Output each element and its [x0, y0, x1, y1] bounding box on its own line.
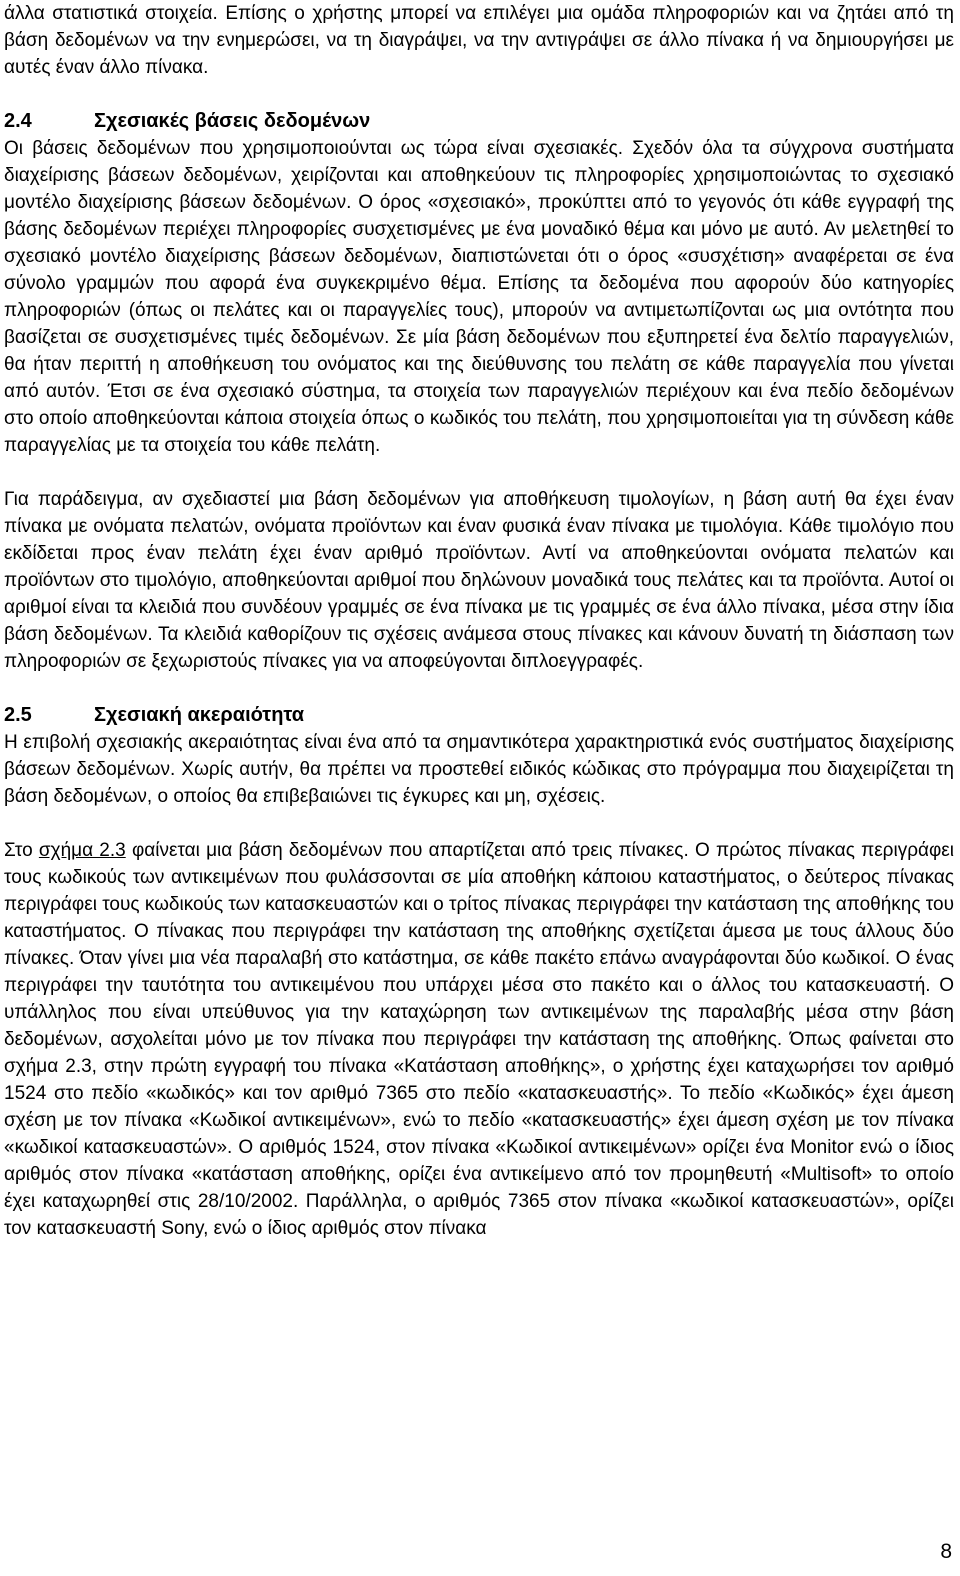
document-page: [4, 0, 954, 1242]
figure-reference-link[interactable]: σχήμα 2.3: [38, 840, 126, 861]
section-heading-2-4: [4, 108, 954, 135]
spacer: [4, 810, 954, 837]
section-title: Σχεσιακές βάσεις δεδομένων: [94, 110, 371, 132]
section-title: Σχεσιακή ακεραιότητα: [94, 704, 305, 726]
paragraph-rest: φαίνεται μια βάση δεδομένων που απαρτίζεται από τρεις πίνακες. Ο πρώτος πίνακας περιγράφει τους κωδικούς των αντικειμένων που φυλάσσονται σε μία αποθήκη κάποιου καταστήματος, ο δεύτερος πίνακας περιγράφει τους κωδικούς των κατασκευαστών και ο τρίτος πίνακας περιγράφει την κατάσταση της αποθήκης του καταστήματος. Ο πίνακας που περιγράφει την κατάσταση της αποθήκης σχετίζεται άμεσα με τους άλλους δύο πίνακες. Όταν γίνει μια νέα παραλαβή στο κατάστημα, σε κάθε πακέτο επάνω αναγράφονται δύο κωδικοί. Ο ένας περιγράφει την ταυτότητα του αντικειμένου που υπάρχει μέσα στο πακέτο και ο άλλος του κατασκευαστή. Ο υπάλληλος που είναι υπεύθυνος για την καταχώρηση των αντικειμένων της παραλαβής μέσα στην βάση δεδομένων, ασχολείται μόνο με τον πίνακα που περιγράφει την κατάσταση της αποθήκης. Όπως φαίνεται στο σχήμα 2.3, στην πρώτη εγγραφή του πίνακα «Κατάσταση αποθήκης», ο χρήστης έχει καταχωρήσει τον αριθμό 1524 στο πεδίο «κωδικός» και τον αριθμό 7365 στο πεδίο «κατασκευαστής». Το πεδίο «Κωδικός» έχει άμεση σχέση με τον πίνακα «Κωδικοί αντικειμένων», ενώ το πεδίο «κατασκευαστής» έχει άμεση σχέση με τον πίνακα «κωδικοί κατασκευαστών». Ο αριθμός 1524, στον πίνακα «Κωδικοί αντικειμένων» ορίζει ένα Monitor ενώ ο ίδιος αριθμός στον πίνακα «κατάσταση αποθήκης, ορίζει ένα αντικείμενο από τον προμηθευτή «Multisoft» το οποίο έχει καταχωρηθεί στις 28/10/2002. Παράλληλα, ο αριθμός 7365 στον πίνακα «κωδικοί κατασκευαστών», ορίζει τον κατασκευαστή Sony, ενώ ο ίδιος αριθμός στον πίνακα: [4, 840, 954, 1239]
spacer: [4, 81, 954, 108]
spacer: [4, 459, 954, 486]
spacer: [4, 675, 954, 702]
section-2-4-paragraph-1: Οι βάσεις δεδομένων που χρησιμοποιούνται ως τώρα είναι σχεσιακές. Σχεδόν όλα τα σύγχρονα συστήματα διαχείρισης βάσεων δεδομένων, χειρίζονται και αποθηκεύουν τις πληροφορίες χρησιμοποιώντας το σχεσιακό μοντέλο διαχείρισης βάσεων δεδομένων. Ο όρος «σχεσιακό», προκύπτει από το γεγονός ότι κάθε εγγραφή της βάσης δεδομένων περιέχει πληροφορίες συσχετισμένες με ένα μοναδικό θέμα και μόνο με αυτό. Αν μελετηθεί το σχεσιακό μοντέλο διαχείρισης βάσεων δεδομένων, διαπιστώνεται ότι ο όρος «συσχέτιση» αναφέρεται σε ένα σύνολο γραμμών που αφορά ένα συγκεκριμένο θέμα. Επίσης τα δεδομένα που αφορούν δύο κατηγορίες πληροφοριών (όπως οι πελάτες και οι παραγγελίες τους), μπορούν να αντιμετωπίζονται ως μια οντότητα που βασίζεται σε συσχετισμένες τιμές δεδομένων. Σε μία βάση δεδομένων που εξυπηρετεί ένα δελτίο παραγγελιών, θα ήταν περιττή η αποθήκευση του ονόματος και της διεύθυνσης του πελάτη σε κάθε παραγγελία που γίνεται από αυτόν. Έτσι σε ένα σχεσιακό σύστημα, τα στοιχεία των παραγγελιών περιέχουν και ένα πεδίο δεδομένων στο οποίο αποθηκεύονται κάποια στοιχεία όπως ο κωδικός του πελάτη, που χρησιμοποιείται για τη σύνδεση κάθε παραγγελίας με τα στοιχεία του κάθε πελάτη.: [4, 138, 954, 456]
section-2-5-paragraph-1: Η επιβολή σχεσιακής ακεραιότητας είναι ένα από τα σημαντικότερα χαρακτηριστικά ενός συστήματος διαχείρισης βάσεων δεδομένων. Χωρίς αυτήν, θα πρέπει να προστεθεί ειδικός κώδικας στο πρόγραμμα που διαχειρίζεται τη βάση δεδομένων, ο οποίος θα επιβεβαιώνει τις έγκυρες και μη, σχέσεις.: [4, 732, 954, 807]
section-number: 2.5: [4, 704, 32, 726]
section-2-5-paragraph-2: [4, 837, 954, 1242]
paragraph-lead: Στο: [4, 840, 39, 861]
section-heading-2-5: [4, 702, 954, 729]
page-number: 8: [940, 1540, 952, 1563]
section-2-4-paragraph-2: Για παράδειγμα, αν σχεδιαστεί μια βάση δεδομένων για αποθήκευση τιμολογίων, η βάση αυτή θα έχει έναν πίνακα με ονόματα πελατών, ονόματα προϊόντων και έναν φυσικά έναν πίνακα με τιμολόγια. Κάθε τιμολόγιο που εκδίδεται προς έναν πελάτη έχει έναν αριθμό προϊόντων. Αντί να αποθηκεύονται ονόματα πελατών και προϊόντων στο τιμολόγιο, αποθηκεύονται αριθμοί που δηλώνουν μοναδικά τους πελάτες και τα προϊόντα. Αυτοί οι αριθμοί είναι τα κλειδιά που συνδέουν γραμμές σε ένα πίνακα με τις γραμμές σε ένα άλλο πίνακα, μέσα στην ίδια βάση δεδομένων. Τα κλειδιά καθορίζουν τις σχέσεις ανάμεσα στους πίνακες και κάνουν δυνατή τη διάσπαση των πληροφοριών σε ξεχωριστούς πίνακες για να αποφεύγονται διπλοεγγραφές.: [4, 489, 954, 672]
intro-paragraph: άλλα στατιστικά στοιχεία. Επίσης ο χρήστης μπορεί να επιλέγει μια ομάδα πληροφοριών και να ζητάει από τη βάση δεδομένων να την ενημερώσει, να τη διαγράψει, να την αντιγράψει σε άλλο πίνακα ή να δημιουργήσει με αυτές έναν άλλο πίνακα.: [4, 3, 954, 78]
section-number: 2.4: [4, 110, 32, 132]
